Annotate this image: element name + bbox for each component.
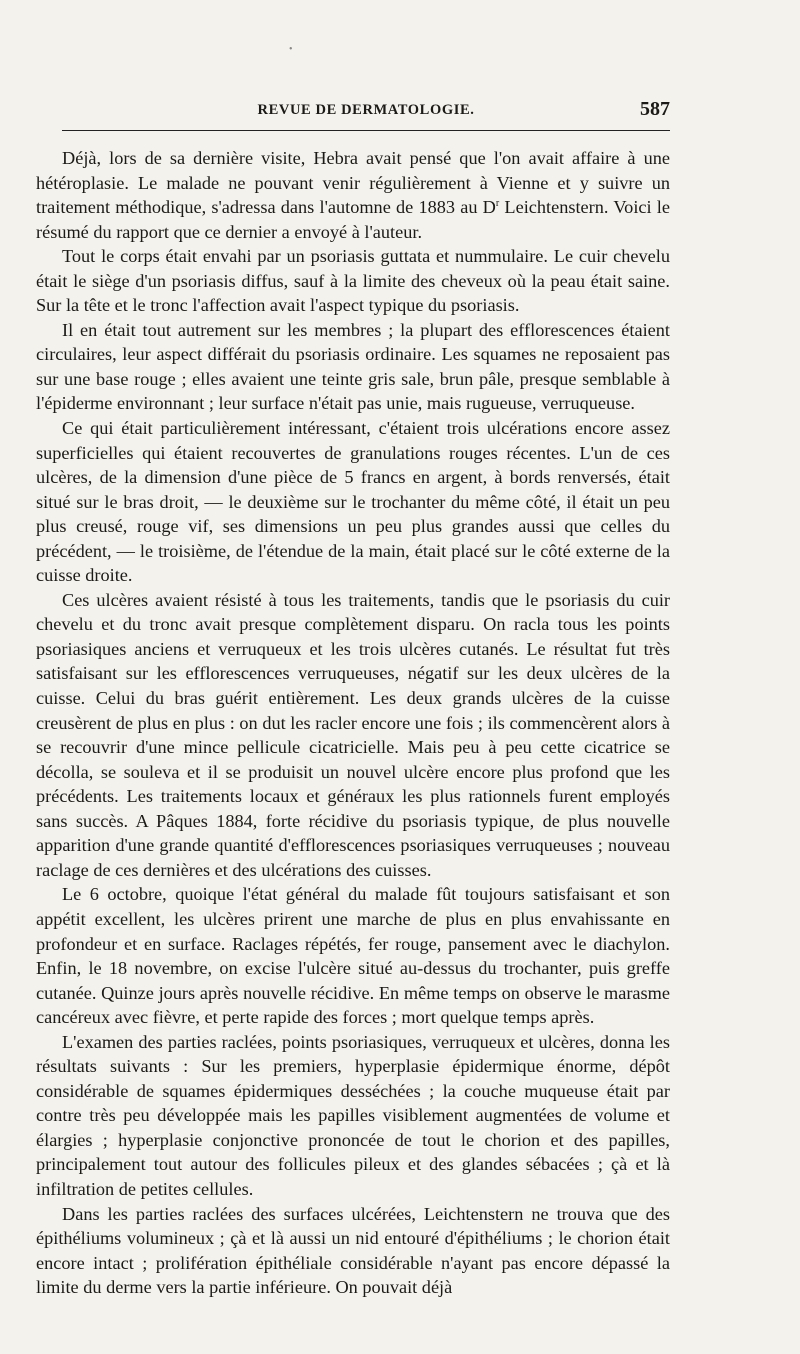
paragraph-1-superscript: r (495, 198, 500, 209)
header-rule (62, 130, 670, 131)
page-header (62, 98, 670, 124)
paragraph-2: Tout le corps était envahi par un psoriasis guttata et nummulaire. Le cuir chevelu était le siège d'un psoriasis diffus, sauf à la limite des cheveux où la peau était saine. Sur la tête et le tronc l'affection avait l'aspect typique du psoriasis. (36, 246, 670, 316)
paragraph-8: Dans les parties raclées des surfaces ulcérées, Leichtenstern ne trouva que des épithéliums volumineux ; çà et là aussi un nid entouré d'épithéliums ; le chorion était encore intact ; prolifération épithéliale considérable n'ayant pas encore dépassé la limite du derme vers la partie inférieure. On pouvait déjà (36, 1203, 670, 1298)
paragraph-4: Ce qui était particulièrement intéressant, c'étaient trois ulcérations encore assez superficielles qui étaient recouvertes de granulations rouges récentes. L'un de ces ulcères, de la dimension d'une pièce de 5 francs en argent, à bords renversés, était situé sur le bras droit, — le deuxième sur le trochanter du même côté, il était un peu plus creusé, rouge vif, ses dimensions un peu plus grandes aussi que celles du précédent, — le troisième, de l'étendue de la main, était placé sur le côté externe de la cuisse droite. (36, 418, 670, 586)
paragraph-5: Ces ulcères avaient résisté à tous les traitements, tandis que le psoriasis du cuir chevelu et du tronc avait presque complètement disparu. On racla tous les points psoriasiques anciens et verruqueux et les trois ulcères cutanés. Le résultat fut très satisfaisant sur les efflorescences verruqueuses, négatif sur les deux ulcères de la cuisse. Celui du bras guérit entièrement. Les deux grands ulcères de la cuisse creusèrent de plus en plus : on dut les racler encore une fois ; ils commencèrent alors à se recouvrir d'une mince pellicule cicatricielle. Mais peu à peu cette cicatrice se décolla, se souleva et il se produisit un nouvel ulcère encore plus profond que les précédents. Les traitements locaux et généraux les plus rationnels furent employés sans succès. A Pâques 1884, forte récidive du psoriasis typique, de plus nouvelle apparition d'une grande quantité d'efflorescences psoriasiques verruqueuses ; nouveau raclage de ces dernières et des ulcérations des cuisses. (36, 589, 670, 880)
paragraph-3: Il en était tout autrement sur les membres ; la plupart des efflorescences étaient circulaires, leur aspect différait du psoriasis ordinaire. Les squames ne reposaient pas sur une base rouge ; elles avaient une teinte gris sale, brun pâle, presque semblable à l'épiderme environnant ; leur surface n'était pas unie, mais rugueuse, verruqueuse. (36, 319, 670, 414)
running-head: REVUE DE DERMATOLOGIE. (257, 102, 475, 118)
paragraph-1 (36, 146, 670, 244)
paragraph-1-text-a: Déjà, lors de sa dernière visite, Hebra avait pensé que l'on avait affaire à une hétéroplasie. Le malade ne pouvant venir régulièrement à Vienne et y suivre un traitement méthodique, s'adressa dans l'automne de 1883 au D (36, 148, 670, 218)
paragraph-7: L'examen des parties raclées, points psoriasiques, verruqueux et ulcères, donna les résultats suivants : Sur les premiers, hyperplasie épidermique énorme, dépôt considérable de squames épidermiques desséchées ; la couche muqueuse était par contre très peu développée mais les papilles visiblement augmentées de volume et élargies ; hyperplasie conjonctive prononcée de tout le chorion et des papilles, principalement tout autour des follicules pileux et des glandes sébacées ; çà et là infiltration de petites cellules. (36, 1031, 670, 1199)
paragraph-6: Le 6 octobre, quoique l'état général du malade fût toujours satisfaisant et son appétit excellent, les ulcères prirent une marche de plus en plus envahissante en profondeur et en surface. Raclages répétés, fer rouge, pansement avec le diachylon. Enfin, le 18 novembre, on excise l'ulcère situé au-dessus du trochanter, puis greffe cutanée. Quinze jours après nouvelle récidive. En même temps on observe le marasme cancéreux avec fièvre, et perte rapide des forces ; mort quelque temps après. (36, 884, 670, 1028)
body-text (36, 146, 670, 1300)
print-speck: • (289, 44, 293, 55)
paragraph-1-text-b: Leichtenstern. Voici le résumé du rapport que ce dernier a envoyé à l'auteur. (36, 197, 670, 242)
page-number: 587 (640, 98, 670, 120)
